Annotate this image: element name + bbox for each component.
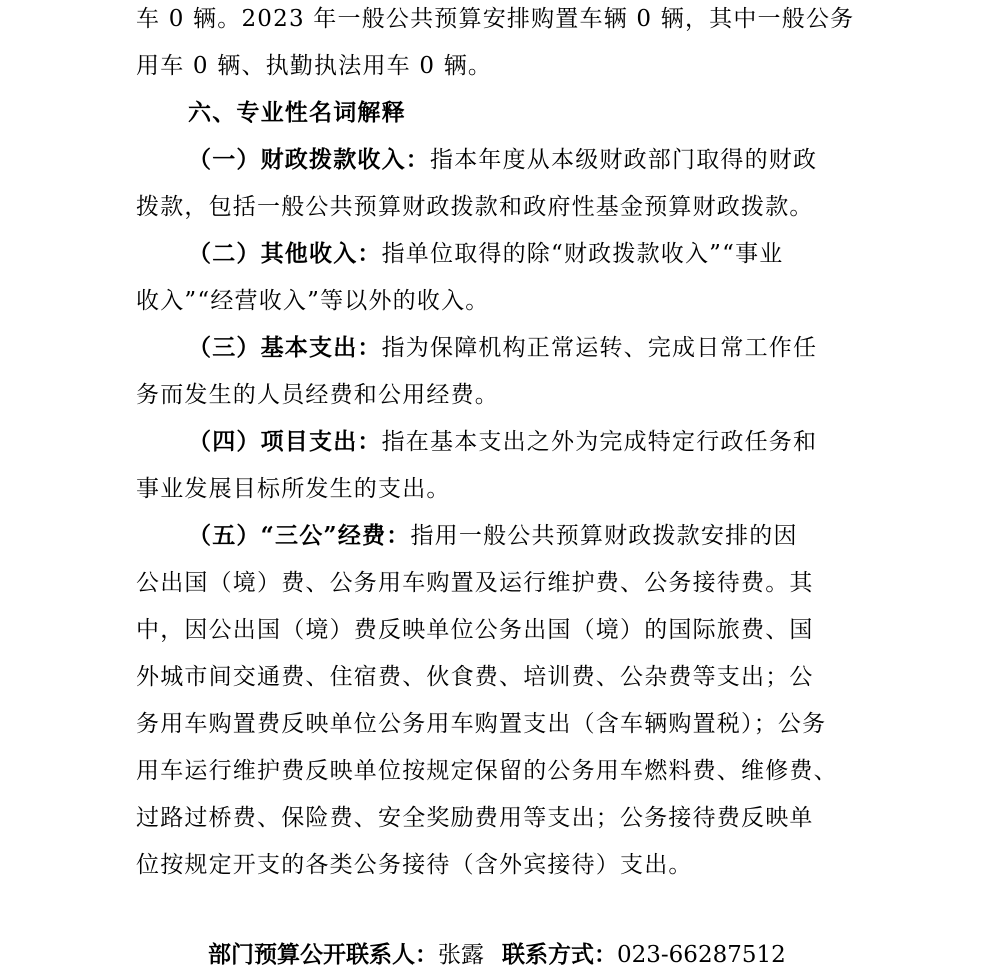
definition-item-3 [188, 333, 817, 363]
paragraph-line: 拨款，包括一般公共预算财政拨款和政府性基金预算财政拨款。 [136, 194, 814, 220]
definition-term: （一）财政拨款收入： [188, 146, 430, 173]
definition-text: 指单位取得的除“财政拨款收入”“事业 [381, 241, 784, 267]
paragraph-line: 用车 0 辆、执勤执法用车 0 辆。 [136, 53, 493, 79]
paragraph-line: 外城市间交通费、住宿费、伙食费、培训费、公杂费等支出；公 [136, 664, 814, 690]
paragraph-line: 位按规定开支的各类公务接待（含外宾接待）支出。 [136, 852, 693, 878]
paragraph-line: 务而发生的人员经费和公用经费。 [136, 382, 499, 408]
definition-text: 指为保障机构正常运转、完成日常工作任 [381, 335, 818, 361]
definition-item-4 [188, 427, 817, 457]
contact-method-label: 联系方式： [502, 941, 617, 968]
paragraph-line: 公出国（境）费、公务用车购置及运行维护费、公务接待费。其 [136, 570, 814, 596]
paragraph-line: 事业发展目标所发生的支出。 [136, 476, 451, 502]
contact-footer [208, 940, 786, 970]
definition-text: 指用一般公共预算财政拨款安排的因 [410, 523, 798, 549]
section-heading: 六、专业性名词解释 [188, 99, 406, 126]
contact-phone: 023-66287512 [617, 942, 786, 968]
paragraph-line: 务用车购置费反映单位公务用车购置支出（含车辆购置税）；公务 [136, 711, 827, 737]
paragraph-line: 车 0 辆。2023 年一般公共预算安排购置车辆 0 辆，其中一般公务 [136, 6, 855, 32]
paragraph-line: 中，因公出国（境）费反映单位公务出国（境）的国际旅费、国 [136, 617, 814, 643]
contact-person-name: 张露 [438, 942, 484, 968]
definition-text: 指在基本支出之外为完成特定行政任务和 [381, 429, 818, 455]
definition-term: （四）项目支出： [188, 428, 382, 455]
definition-term: （五）“三公”经费： [188, 522, 411, 549]
definition-item-5 [188, 521, 798, 551]
paragraph-line: 用车运行维护费反映单位按规定保留的公务用车燃料费、维修费、 [136, 758, 838, 784]
paragraph-line: 过路过桥费、保险费、安全奖励费用等支出；公务接待费反映单 [136, 805, 814, 831]
definition-item-2 [188, 239, 783, 269]
definition-item-1 [188, 145, 817, 175]
definition-text: 指本年度从本级财政部门取得的财政 [430, 147, 818, 173]
contact-person-label: 部门预算公开联系人： [208, 941, 438, 968]
paragraph-line: 收入”“经营收入”等以外的收入。 [136, 288, 490, 314]
definition-term: （三）基本支出： [188, 334, 382, 361]
definition-term: （二）其他收入： [188, 240, 382, 267]
